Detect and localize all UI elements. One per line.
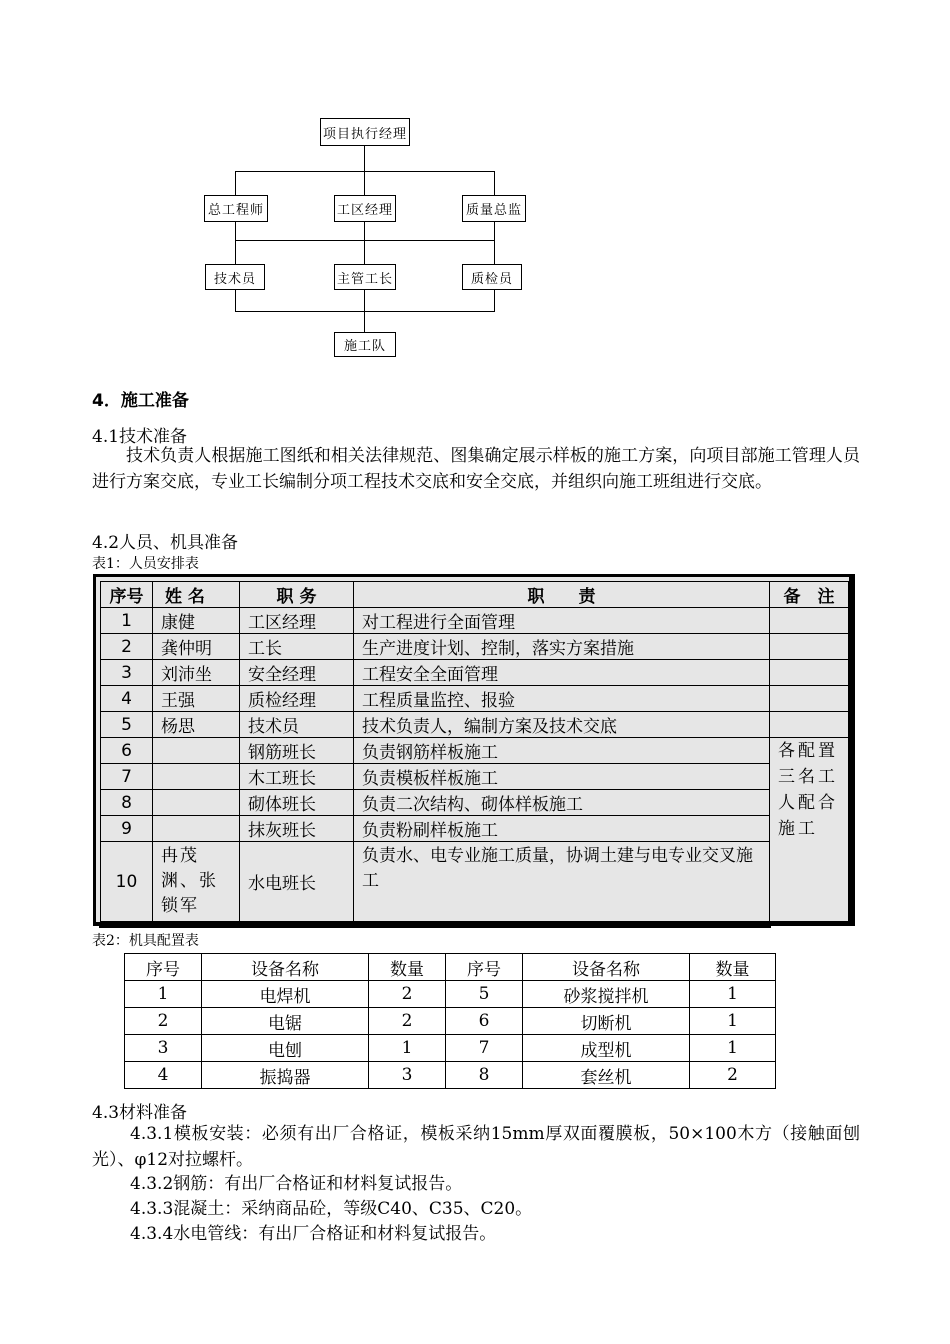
cell-name bbox=[153, 764, 240, 790]
header-cell: 序号 bbox=[101, 582, 153, 608]
org-connector bbox=[364, 171, 365, 195]
cell: 7 bbox=[446, 1035, 523, 1062]
cell-remark bbox=[770, 634, 849, 660]
cell: 1 bbox=[690, 1008, 776, 1035]
paragraph-tech-prep: 技术负责人根据施工图纸和相关法律规范、图集确定展示样板的施工方案，向项目部施工管理人员进行方案交底，专业工长编制分项工程技术交底和安全交底，并组织向施工班组进行交底。 bbox=[92, 446, 860, 492]
org-connector bbox=[235, 171, 495, 172]
table-row bbox=[101, 790, 849, 816]
cell-duty: 技术负责人，编制方案及技术交底 bbox=[354, 712, 770, 738]
cell: 1 bbox=[690, 981, 776, 1008]
header-cell: 姓 名 bbox=[153, 582, 240, 608]
cell-remark bbox=[770, 608, 849, 634]
header-cell: 数量 bbox=[690, 954, 776, 981]
cell: 电焊机 bbox=[202, 981, 369, 1008]
cell-no: 3 bbox=[101, 660, 153, 686]
cell: 套丝机 bbox=[523, 1062, 690, 1089]
cell-name: 刘沛坐 bbox=[153, 660, 240, 686]
table-row bbox=[101, 816, 849, 842]
header-cell: 职 责 bbox=[354, 582, 770, 608]
cell-post: 砌体班长 bbox=[240, 790, 354, 816]
subsection-title-4-3: 4.3材料准备 bbox=[92, 1103, 188, 1123]
table-row bbox=[101, 738, 849, 764]
cell: 振捣器 bbox=[202, 1062, 369, 1089]
subsection-title-4-2: 4.2人员、机具准备 bbox=[92, 533, 239, 553]
cell: 3 bbox=[369, 1062, 446, 1089]
cell-duty: 负责粉刷样板施工 bbox=[354, 816, 770, 842]
cell-duty: 负责二次结构、砌体样板施工 bbox=[354, 790, 770, 816]
cell-name: 龚仲明 bbox=[153, 634, 240, 660]
cell: 成型机 bbox=[523, 1035, 690, 1062]
cell-post: 工区经理 bbox=[240, 608, 354, 634]
cell-no: 1 bbox=[101, 608, 153, 634]
org-box-chief-engineer: 总工程师 bbox=[204, 195, 268, 222]
header-cell: 序号 bbox=[125, 954, 202, 981]
cell-name: 王强 bbox=[153, 686, 240, 712]
header-cell: 数量 bbox=[369, 954, 446, 981]
table-row bbox=[101, 608, 849, 634]
cell: 8 bbox=[446, 1062, 523, 1089]
org-connector bbox=[235, 222, 236, 264]
org-connector bbox=[235, 290, 236, 311]
cell-name: 康健 bbox=[153, 608, 240, 634]
org-connector bbox=[235, 240, 495, 241]
header-cell: 设备名称 bbox=[202, 954, 369, 981]
cell-post: 抹灰班长 bbox=[240, 816, 354, 842]
cell-remark: 各配置三名工人配合施工 bbox=[770, 738, 849, 922]
header-cell: 备 注 bbox=[770, 582, 849, 608]
org-connector bbox=[364, 222, 365, 264]
org-connector bbox=[364, 146, 365, 171]
table2-caption: 表2：机具配置表 bbox=[92, 933, 199, 949]
cell-post: 工长 bbox=[240, 634, 354, 660]
personnel-table bbox=[100, 581, 849, 922]
cell: 2 bbox=[690, 1062, 776, 1089]
cell-post: 质检经理 bbox=[240, 686, 354, 712]
table-row bbox=[125, 981, 776, 1008]
cell-no: 9 bbox=[101, 816, 153, 842]
subsection-title-4-1: 4.1技术准备 bbox=[92, 427, 188, 447]
org-box-foreman: 主管工长 bbox=[334, 264, 396, 290]
table-row bbox=[101, 686, 849, 712]
cell-no: 8 bbox=[101, 790, 153, 816]
cell-no: 7 bbox=[101, 764, 153, 790]
table-row bbox=[125, 1062, 776, 1089]
cell-post: 技术员 bbox=[240, 712, 354, 738]
org-connector bbox=[494, 222, 495, 264]
cell: 1 bbox=[690, 1035, 776, 1062]
cell: 6 bbox=[446, 1008, 523, 1035]
org-box-inspector: 质检员 bbox=[462, 264, 522, 290]
paragraph-concrete: 4.3.3混凝土：采纳商品砼，等级C40、C35、C20。 bbox=[130, 1199, 533, 1219]
cell-duty: 生产进度计划、控制，落实方案措施 bbox=[354, 634, 770, 660]
cell: 2 bbox=[369, 1008, 446, 1035]
org-connector bbox=[494, 171, 495, 195]
cell-post: 木工班长 bbox=[240, 764, 354, 790]
cell-remark bbox=[770, 660, 849, 686]
paragraph-mep-pipes: 4.3.4水电管线：有出厂合格证和材料复试报告。 bbox=[130, 1224, 497, 1244]
cell-duty: 对工程进行全面管理 bbox=[354, 608, 770, 634]
table-row bbox=[125, 1035, 776, 1062]
cell: 4 bbox=[125, 1062, 202, 1089]
cell-duty: 工程质量监控、报验 bbox=[354, 686, 770, 712]
cell: 切断机 bbox=[523, 1008, 690, 1035]
paragraph-rebar: 4.3.2钢筋：有出厂合格证和材料复试报告。 bbox=[130, 1174, 463, 1194]
table1-caption: 表1：人员安排表 bbox=[92, 556, 199, 572]
cell-duty: 负责水、电专业施工质量，协调土建与电专业交叉施工 bbox=[354, 842, 770, 922]
cell-no: 4 bbox=[101, 686, 153, 712]
table-row bbox=[101, 842, 849, 922]
cell-post: 安全经理 bbox=[240, 660, 354, 686]
cell-name bbox=[153, 790, 240, 816]
org-box-project-manager: 项目执行经理 bbox=[320, 118, 410, 146]
cell-remark bbox=[770, 712, 849, 738]
cell-post: 水电班长 bbox=[240, 842, 354, 922]
org-box-quality-director: 质量总监 bbox=[462, 195, 526, 222]
cell-name: 冉茂渊、张锁军 bbox=[153, 842, 240, 922]
cell-no: 6 bbox=[101, 738, 153, 764]
cell: 2 bbox=[369, 981, 446, 1008]
header-cell: 设备名称 bbox=[523, 954, 690, 981]
cell-no: 10 bbox=[101, 842, 153, 922]
header-cell: 职 务 bbox=[240, 582, 354, 608]
org-connector bbox=[494, 290, 495, 311]
table-header-row bbox=[101, 582, 849, 608]
cell: 电刨 bbox=[202, 1035, 369, 1062]
table-row bbox=[101, 634, 849, 660]
table-header-row bbox=[125, 954, 776, 981]
cell-no: 5 bbox=[101, 712, 153, 738]
cell-name: 杨思 bbox=[153, 712, 240, 738]
table-row bbox=[101, 660, 849, 686]
table-row bbox=[101, 764, 849, 790]
cell-name bbox=[153, 738, 240, 764]
cell-post: 钢筋班长 bbox=[240, 738, 354, 764]
paragraph-formwork: 4.3.1模板安装：必须有出厂合格证，模板采纳15mm厚双面覆膜板，50×100木方（接触面刨光）、φ12对拉螺杆。 bbox=[92, 1124, 860, 1170]
cell-duty: 负责钢筋样板施工 bbox=[354, 738, 770, 764]
cell-remark bbox=[770, 686, 849, 712]
equipment-table bbox=[124, 953, 776, 1089]
cell-duty: 工程安全全面管理 bbox=[354, 660, 770, 686]
personnel-table-frame bbox=[93, 574, 855, 926]
table-row bbox=[125, 1008, 776, 1035]
org-box-technician: 技术员 bbox=[205, 264, 265, 290]
cell-no: 2 bbox=[101, 634, 153, 660]
cell-duty: 负责模板样板施工 bbox=[354, 764, 770, 790]
cell: 1 bbox=[125, 981, 202, 1008]
cell: 1 bbox=[369, 1035, 446, 1062]
section-heading: 4．施工准备 bbox=[92, 391, 189, 411]
org-box-construction-team: 施工队 bbox=[334, 332, 396, 357]
cell: 电锯 bbox=[202, 1008, 369, 1035]
org-connector bbox=[235, 311, 495, 312]
cell: 砂浆搅拌机 bbox=[523, 981, 690, 1008]
cell: 2 bbox=[125, 1008, 202, 1035]
cell: 5 bbox=[446, 981, 523, 1008]
org-connector bbox=[235, 171, 236, 195]
cell: 3 bbox=[125, 1035, 202, 1062]
table-row bbox=[101, 712, 849, 738]
header-cell: 序号 bbox=[446, 954, 523, 981]
table-shadow bbox=[99, 924, 771, 928]
cell-name bbox=[153, 816, 240, 842]
org-box-area-manager: 工区经理 bbox=[334, 195, 396, 222]
